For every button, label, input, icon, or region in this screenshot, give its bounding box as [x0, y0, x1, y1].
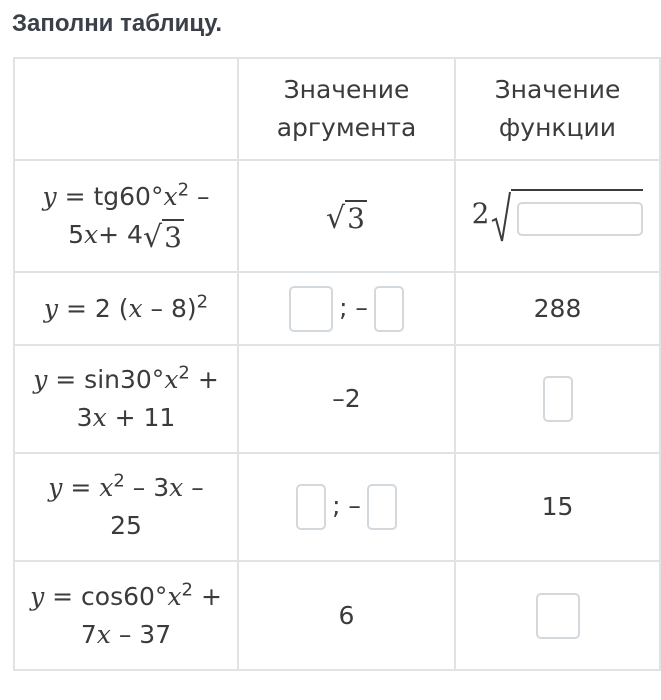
argument-value: ; – [238, 272, 455, 345]
header-function-value: Значение функции [455, 58, 660, 160]
function-formula: $y = tg60^\circ x^2$ – 5x+ 4 √ 3 [14, 160, 238, 272]
answer-input-box[interactable] [289, 286, 333, 332]
function-value: 15 [455, 453, 660, 561]
header-empty-cell [14, 58, 238, 160]
answer-input-box[interactable] [374, 286, 404, 332]
page-title: Заполни таблицу. [12, 10, 223, 37]
radical-sign-icon [491, 191, 511, 243]
answer-input-box[interactable] [536, 593, 580, 639]
function-formula: $y = \cos 60^\circ x^2$ + 7x – 37 [14, 561, 238, 670]
answer-table [13, 57, 661, 671]
function-formula: y = 2 (x – 8)$^2$ [14, 272, 238, 345]
square-root-symbol: √ 3 [142, 220, 182, 256]
argument-value [238, 160, 455, 272]
square-root-answer: 2 [472, 189, 644, 243]
function-value [455, 345, 660, 453]
argument-value: 6 [238, 561, 455, 670]
table-row [14, 345, 660, 453]
function-formula: $y = \sin 30^\circ x^2$ + 3x + 11 [14, 345, 238, 453]
table-row [14, 561, 660, 670]
table-row [14, 272, 660, 345]
table-row [14, 453, 660, 561]
argument-value: ; – [238, 453, 455, 561]
answer-input-box[interactable] [296, 484, 326, 530]
square-root-symbol: √ 3 [326, 201, 365, 237]
function-formula: $y = x^2 - 3x$ – 25 [14, 453, 238, 561]
table-header-row [14, 58, 660, 160]
answer-input-box[interactable] [367, 484, 397, 530]
header-argument: Значение аргумента [238, 58, 455, 160]
function-value: 288 [455, 272, 660, 345]
table-row [14, 160, 660, 272]
function-value [455, 561, 660, 670]
argument-value: –2 [238, 345, 455, 453]
answer-input-box[interactable] [543, 376, 573, 422]
function-value [455, 160, 660, 272]
answer-input-box[interactable] [517, 202, 643, 236]
